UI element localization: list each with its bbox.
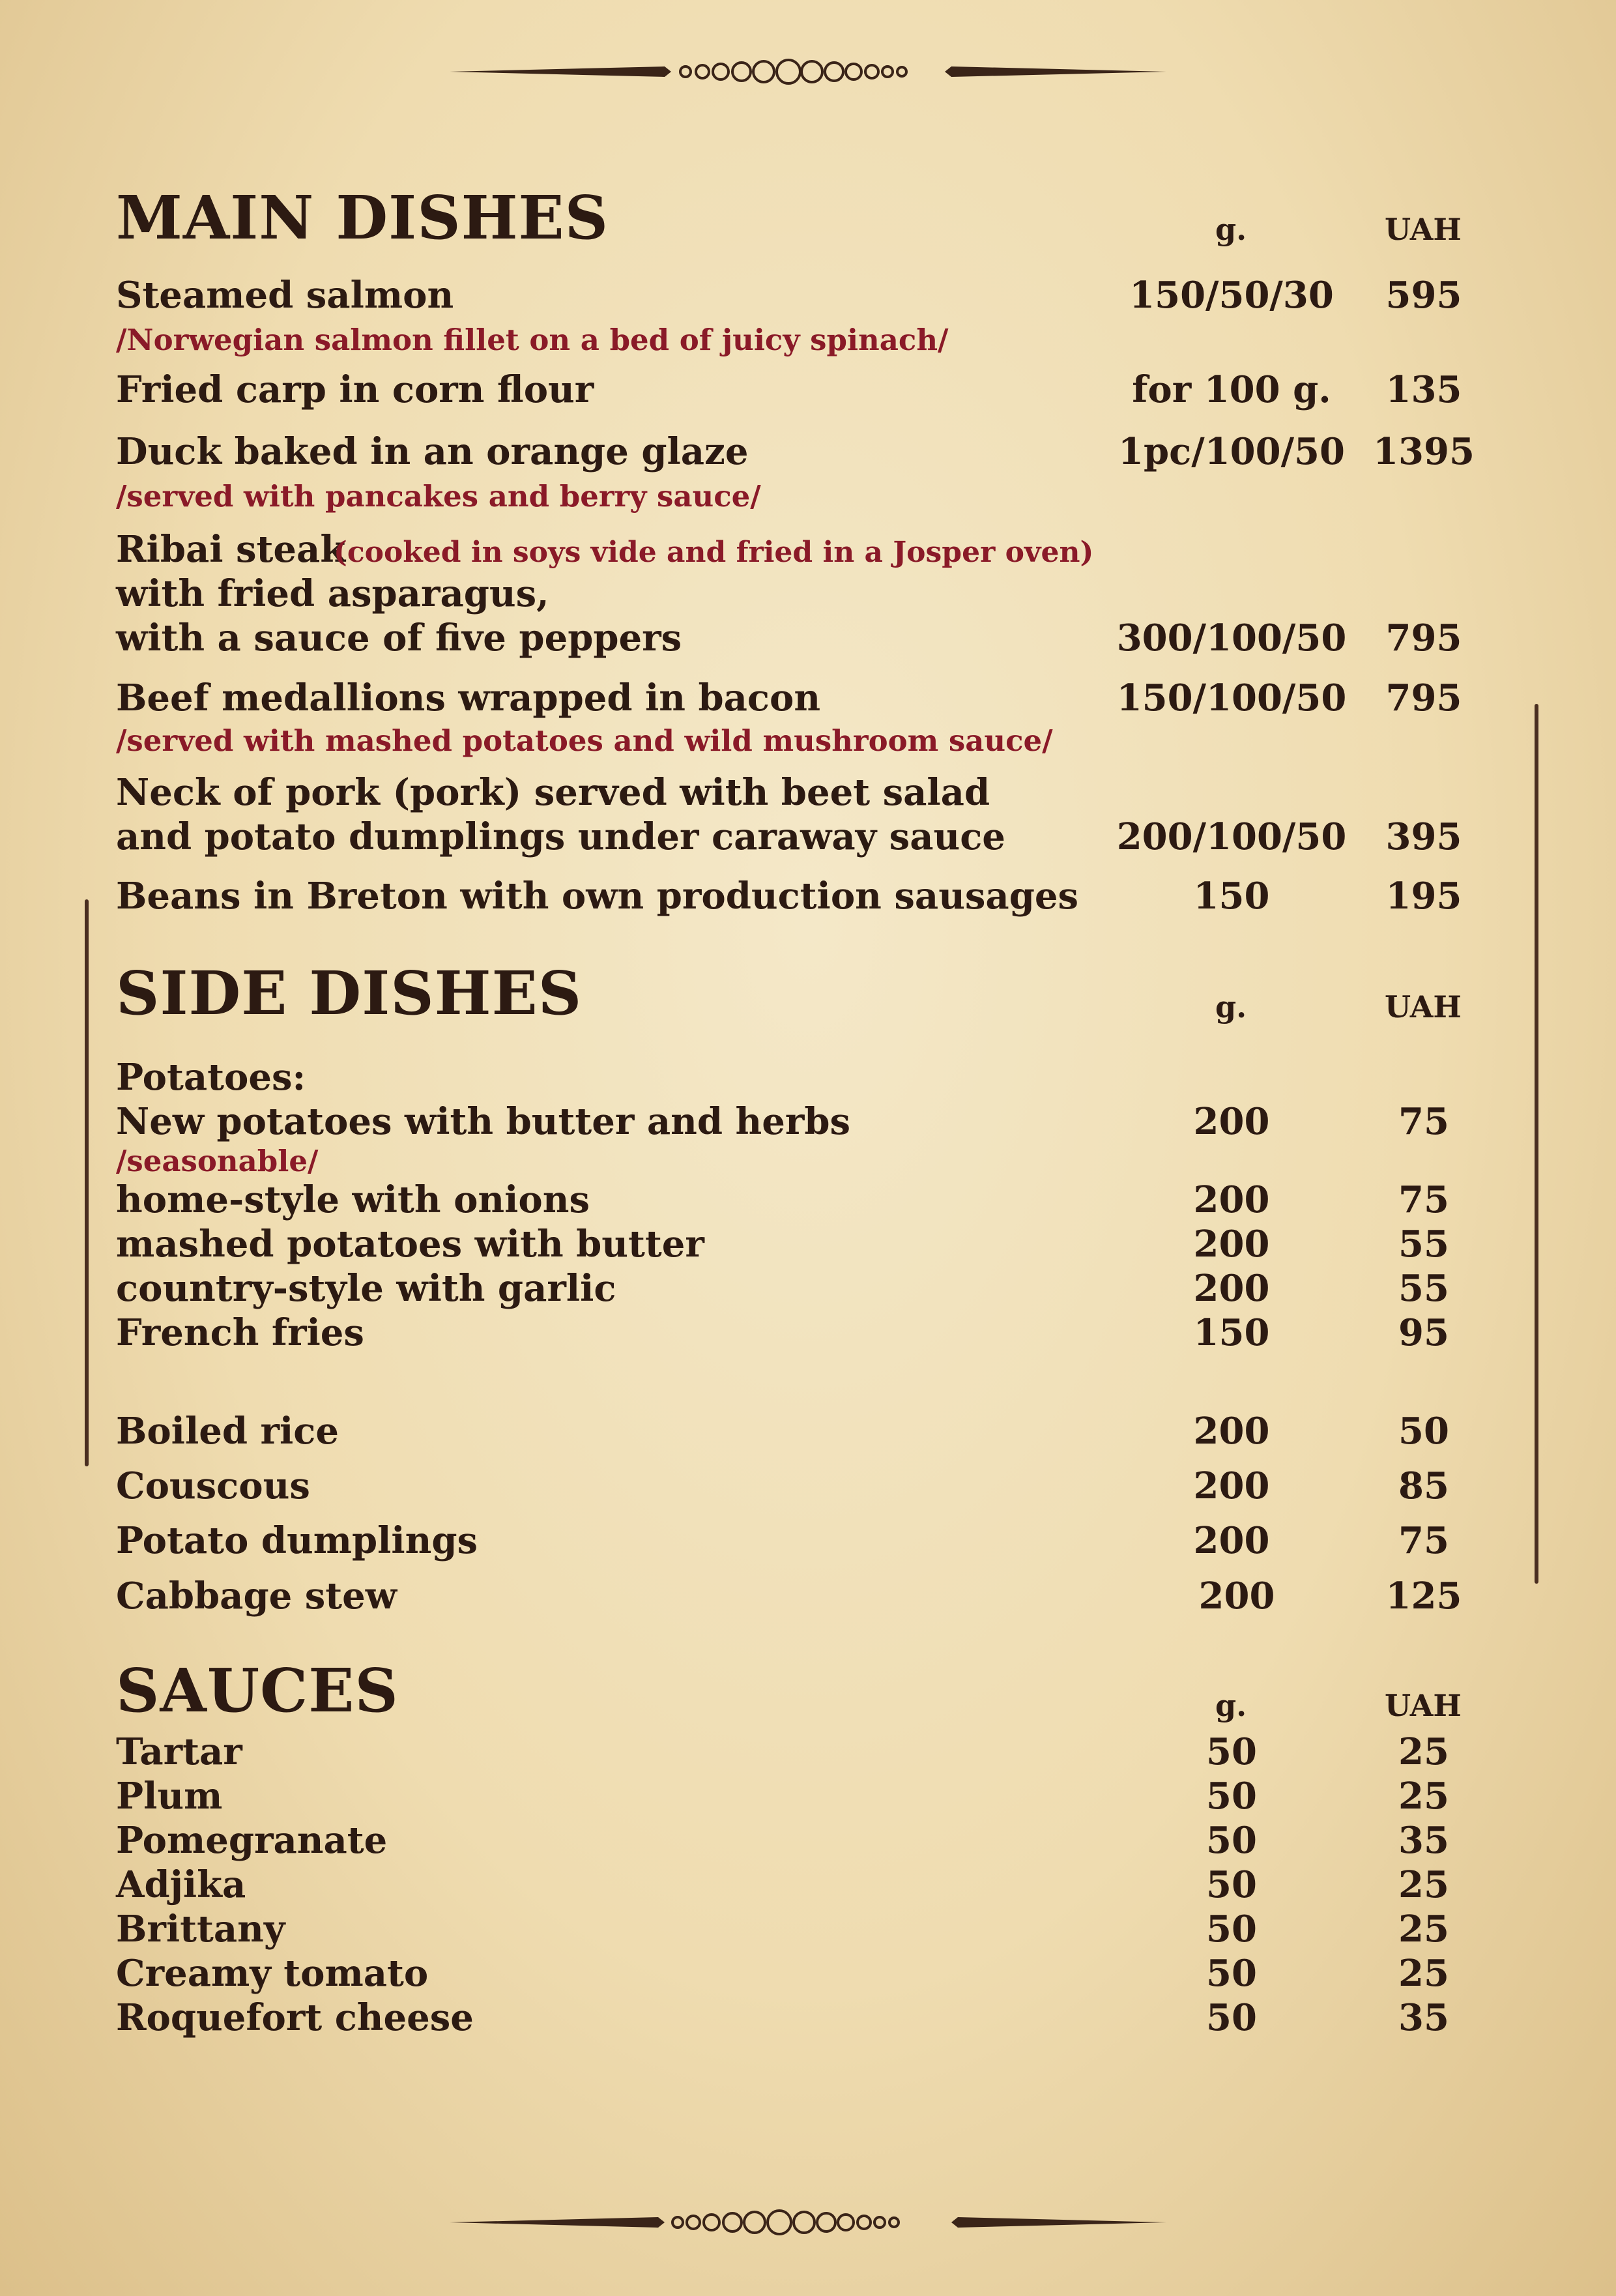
main-item-price: 795 <box>1385 617 1462 660</box>
sauce-name: Pomegranate <box>116 1819 388 1862</box>
side-item-price: 55 <box>1398 1267 1449 1310</box>
top-ornament <box>450 52 1166 91</box>
sauce-name: Tartar <box>116 1730 242 1773</box>
main-item-name: Duck baked in an orange glaze <box>116 430 749 473</box>
left-decorative-bar <box>85 899 89 1466</box>
main-item-name: Ribai steak <box>116 528 346 571</box>
main-item-line: with a sauce of five peppers <box>116 617 682 660</box>
bottom-ornament <box>450 2203 1166 2242</box>
main-item-price: 1395 <box>1373 430 1475 473</box>
side-item-note: /seasonable/ <box>116 1144 319 1178</box>
main-item-line: with fried asparagus, <box>116 572 549 615</box>
side-item-price: 55 <box>1398 1223 1449 1266</box>
side-item-name: mashed potatoes with butter <box>116 1223 704 1266</box>
sauce-name: Creamy tomato <box>116 1952 429 1995</box>
side-item-weight: 150 <box>1193 1311 1270 1354</box>
main-item-weight: for 100 g. <box>1132 368 1331 411</box>
side-item-weight: 200 <box>1193 1410 1270 1453</box>
side-item-price: 75 <box>1398 1100 1449 1143</box>
side-dishes-heading: SIDE DISHES <box>116 958 583 1028</box>
sauce-weight: 50 <box>1206 1730 1257 1773</box>
main-item-name: Beef medallions wrapped in bacon <box>116 676 821 719</box>
side-item-price: 95 <box>1398 1311 1449 1354</box>
main-item-price: 135 <box>1385 368 1462 411</box>
sauce-weight: 50 <box>1206 1908 1257 1951</box>
sauce-name: Roquefort cheese <box>116 1996 474 2039</box>
side-item-price: 125 <box>1385 1575 1462 1618</box>
main-item-weight: 1pc/100/50 <box>1118 430 1345 473</box>
sauce-price: 35 <box>1398 1819 1449 1862</box>
main-item-note: /served with mashed potatoes and wild mushroom sauce/ <box>116 723 1053 758</box>
side-item-name: Potato dumplings <box>116 1519 478 1562</box>
side-item-name: New potatoes with butter and herbs <box>116 1100 851 1143</box>
sauce-price: 25 <box>1398 1908 1449 1951</box>
side-price-header: UAH <box>1385 989 1462 1024</box>
sauce-price: 25 <box>1398 1952 1449 1995</box>
side-item-weight: 200 <box>1193 1519 1270 1562</box>
main-item-price: 795 <box>1385 676 1462 719</box>
sauce-name: Adjika <box>116 1863 246 1906</box>
main-item-name: Neck of pork (pork) served with beet salad <box>116 771 990 814</box>
sauces-weight-header: g. <box>1215 1688 1247 1723</box>
main-item-name: Fried carp in corn flour <box>116 368 594 411</box>
main-item-inline-note: (cooked in soys vide and fried in a Josper oven) <box>334 536 1094 569</box>
main-item-name: Beans in Breton with own production sausages <box>116 875 1079 918</box>
side-item-weight: 200 <box>1193 1223 1270 1266</box>
main-item-weight: 150/50/30 <box>1129 274 1334 317</box>
main-item-price: 195 <box>1385 875 1462 918</box>
main-item-weight: 200/100/50 <box>1116 815 1347 858</box>
side-item-name: French fries <box>116 1311 364 1354</box>
side-item-weight: 200 <box>1193 1267 1270 1310</box>
main-item-note: /served with pancakes and berry sauce/ <box>116 479 761 514</box>
main-item-name: Steamed salmon <box>116 274 454 317</box>
sauce-weight: 50 <box>1206 1775 1257 1818</box>
side-item-weight: 200 <box>1193 1100 1270 1143</box>
main-weight-header: g. <box>1215 212 1247 247</box>
main-item-weight: 150/100/50 <box>1116 676 1347 719</box>
main-dishes-heading: MAIN DISHES <box>116 182 609 253</box>
potatoes-label: Potatoes: <box>116 1056 306 1099</box>
sauces-price-header: UAH <box>1385 1688 1462 1723</box>
sauce-price: 25 <box>1398 1775 1449 1818</box>
right-decorative-bar <box>1535 704 1538 1584</box>
side-item-weight: 200 <box>1193 1178 1270 1221</box>
sauce-weight: 50 <box>1206 1863 1257 1906</box>
sauce-weight: 50 <box>1206 1952 1257 1995</box>
main-price-header: UAH <box>1385 212 1462 247</box>
sauce-price: 25 <box>1398 1730 1449 1773</box>
side-weight-header: g. <box>1215 989 1247 1024</box>
sauce-name: Brittany <box>116 1908 285 1951</box>
side-item-name: Cabbage stew <box>116 1575 397 1618</box>
side-item-price: 75 <box>1398 1178 1449 1221</box>
main-item-weight: 150 <box>1193 875 1270 918</box>
main-item-line: and potato dumplings under caraway sauce <box>116 815 1005 858</box>
sauce-price: 35 <box>1398 1996 1449 2039</box>
side-item-price: 85 <box>1398 1464 1449 1507</box>
sauce-weight: 50 <box>1206 1819 1257 1862</box>
main-item-note: /Norwegian salmon fillet on a bed of juicy spinach/ <box>116 323 949 357</box>
sauce-price: 25 <box>1398 1863 1449 1906</box>
side-item-price: 50 <box>1398 1410 1449 1453</box>
main-item-price: 395 <box>1385 815 1462 858</box>
sauces-heading: SAUCES <box>116 1655 399 1726</box>
sauce-name: Plum <box>116 1775 223 1818</box>
side-item-name: home-style with onions <box>116 1178 590 1221</box>
side-item-weight: 200 <box>1198 1575 1275 1618</box>
side-item-name: country-style with garlic <box>116 1267 616 1310</box>
sauce-weight: 50 <box>1206 1996 1257 2039</box>
side-item-weight: 200 <box>1193 1464 1270 1507</box>
side-item-name: Boiled rice <box>116 1410 339 1453</box>
side-item-price: 75 <box>1398 1519 1449 1562</box>
main-item-price: 595 <box>1385 274 1462 317</box>
side-item-name: Couscous <box>116 1464 310 1507</box>
main-item-weight: 300/100/50 <box>1116 617 1347 660</box>
